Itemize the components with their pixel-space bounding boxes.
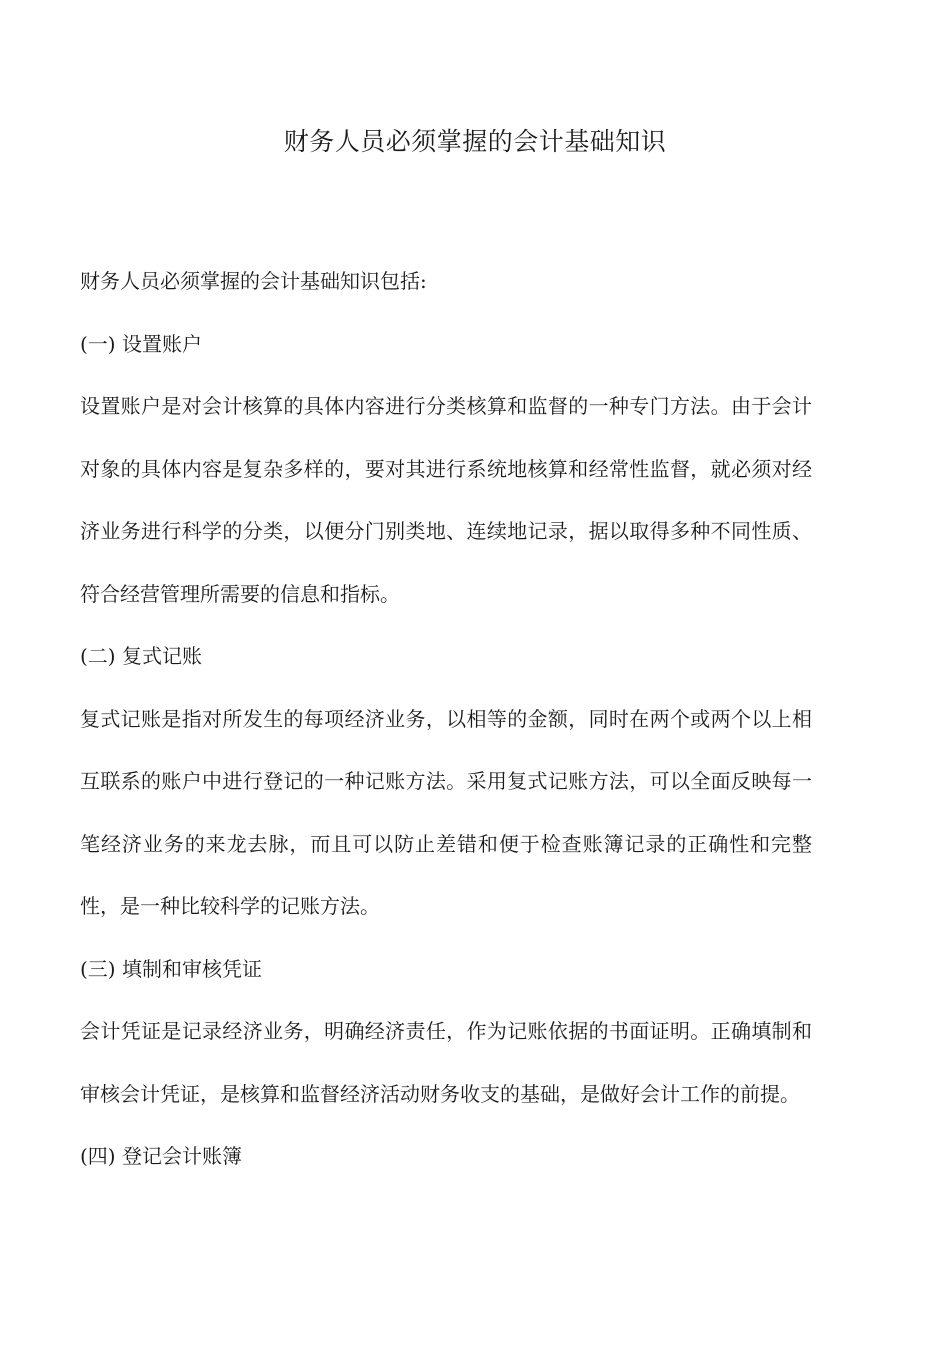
section-heading-1: (一) 设置账户 <box>80 331 202 356</box>
section-body-2: 复式记账是指对所发生的每项经济业务，以相等的金额，同时在两个或两个以上相互联系的账户中进行登记的一种记账方法。采用复式记账方法，可以全面反映每一笔经济业务的来龙去脉，而且可以防止差错和便于检查账簿记录的正确性和完整性，是一种比较科学的记账方法。 <box>80 706 812 918</box>
section-body-1: 设置账户是对会计核算的具体内容进行分类核算和监督的一种专门方法。由于会计对象的具体内容是复杂多样的，要对其进行系统地核算和经常性监督，就必须对经济业务进行科学的分类，以便分门别类地、连续地记录，据以取得多种不同性质、符合经营管理所需要的信息和指标。 <box>80 394 812 606</box>
section-body-3: 会计凭证是记录经济业务，明确经济责任，作为记账依据的书面证明。正确填制和审核会计凭证，是核算和监督经济活动财务收支的基础，是做好会计工作的前提。 <box>80 1019 812 1106</box>
section-heading-4: (四) 登记会计账簿 <box>80 1144 242 1168</box>
document-title: 财务人员必须掌握的会计基础知识 <box>283 127 667 156</box>
section-heading-3: (三) 填制和审核凭证 <box>80 956 262 981</box>
intro-paragraph: 财务人员必须掌握的会计基础知识包括: <box>80 269 427 293</box>
document-body <box>80 250 812 1188</box>
section-heading-2: (二) 复式记账 <box>80 644 202 668</box>
